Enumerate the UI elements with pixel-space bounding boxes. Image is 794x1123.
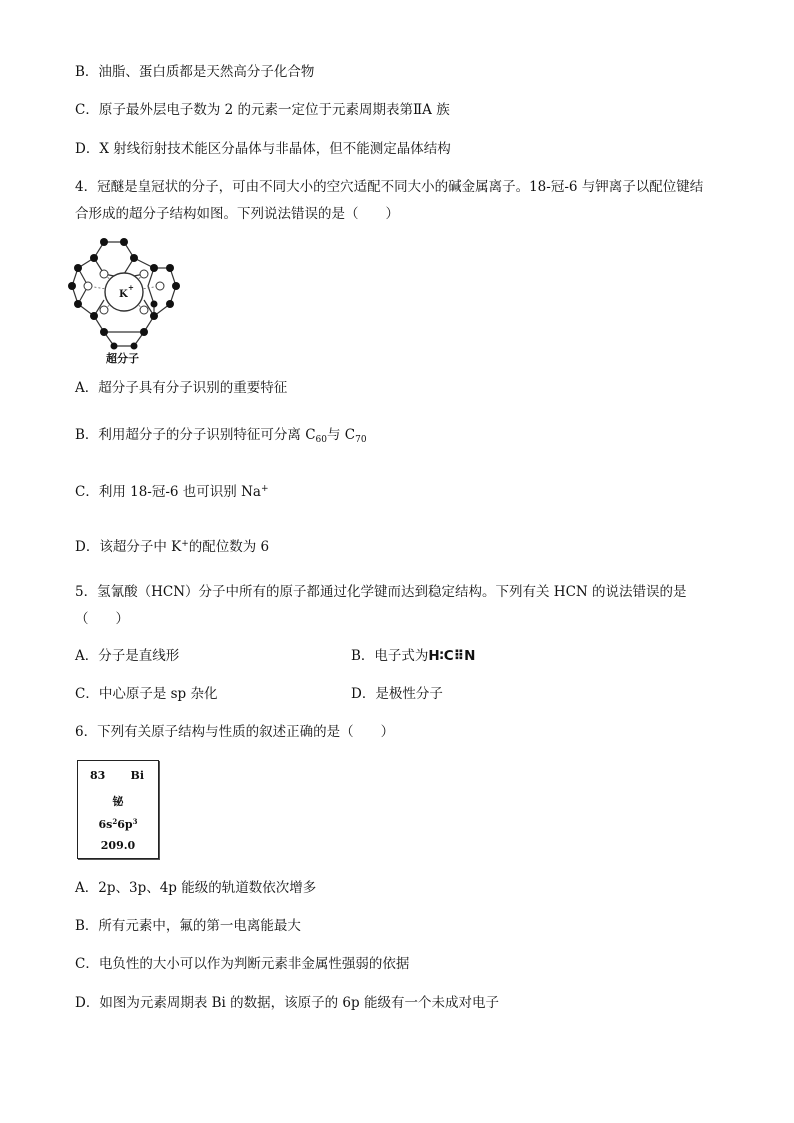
q4-option-b-sub1: 60	[315, 435, 327, 445]
config-6s-sup: 2	[112, 817, 118, 826]
figure-caption: 超分子	[106, 352, 139, 365]
q4-option-c-sup: +	[260, 484, 269, 494]
center-ion-label: K	[119, 289, 128, 300]
q4-option-d-sup: +	[181, 539, 189, 549]
q4-option-b	[75, 427, 367, 446]
q4-stem-line1: 4．冠醚是皇冠状的分子，可由不同大小的空穴适配不同大小的碱金属离子。18-冠-6 与钾离子以配位键结	[75, 179, 704, 195]
q6-option-a: A．2p、3p、4p 能级的轨道数依次增多	[75, 880, 317, 896]
bismuth-element-card	[77, 760, 159, 859]
config-6p: 6p	[117, 818, 133, 831]
q4-stem-line2: 合形成的超分子结构如图。下列说法错误的是（ ）	[75, 206, 399, 222]
q3-option-c: C．原子最外层电子数为 2 的元素一定位于元素周期表第ⅡA 族	[75, 102, 450, 118]
q3-option-b: B．油脂、蛋白质都是天然高分子化合物	[75, 64, 315, 80]
q5-option-c: C．中心原子是 sp 杂化	[75, 686, 218, 702]
config-6p-sup: 3	[132, 817, 138, 826]
q4-option-b-sub2: 70	[355, 435, 367, 445]
q4-option-b-mid: 与 C	[327, 427, 356, 443]
q4-option-b-prefix: B．利用超分子的分子识别特征可分离 C	[75, 427, 316, 443]
q3-option-d: D．X 射线衍射技术能区分晶体与非晶体，但不能测定晶体结构	[75, 141, 451, 157]
element-name: 铋	[112, 795, 124, 808]
q4-option-d-prefix: D．该超分子中 K	[75, 539, 182, 555]
atomic-mass: 209.0	[100, 839, 136, 852]
q5-stem	[75, 579, 725, 633]
q4-option-d-suffix: 的配位数为 6	[188, 539, 270, 555]
q5-stem-line1: 5．氢氰酸（HCN）分子中所有的原子都通过化学键而达到稳定结构。下列有关 HCN 的说法错误的是	[75, 584, 687, 600]
config-6s: 6s	[98, 818, 113, 831]
q5-option-d: D．是极性分子	[351, 686, 443, 702]
q6-option-d: D．如图为元素周期表 Bi 的数据，该原子的 6p 能级有一个未成对电子	[75, 995, 499, 1011]
hcn-electron-formula: H∶C⠿N	[428, 648, 476, 664]
q6-stem: 6．下列有关原子结构与性质的叙述正确的是（ ）	[75, 724, 395, 740]
q5-option-b-prefix: B．电子式为	[351, 648, 429, 664]
center-ion-charge: +	[128, 283, 134, 292]
q4-stem	[75, 174, 725, 228]
q6-option-b: B．所有元素中，氟的第一电离能最大	[75, 918, 301, 934]
q5-option-a: A．分子是直线形	[75, 648, 180, 664]
q4-option-c-prefix: C．利用 18-冠-6 也可识别 Na	[75, 484, 261, 500]
supramolecule-figure	[68, 236, 180, 368]
element-symbol: Bi	[130, 769, 144, 782]
q5-option-b	[351, 648, 475, 665]
q4-option-c	[75, 484, 269, 501]
q4-option-a: A．超分子具有分子识别的重要特征	[75, 380, 288, 396]
atomic-number: 83	[90, 769, 106, 782]
electron-configuration	[78, 817, 158, 831]
q4-option-d	[75, 539, 269, 556]
q5-stem-line2: （ ）	[75, 611, 129, 627]
q6-option-c: C．电负性的大小可以作为判断元素非金属性强弱的依据	[75, 956, 410, 972]
